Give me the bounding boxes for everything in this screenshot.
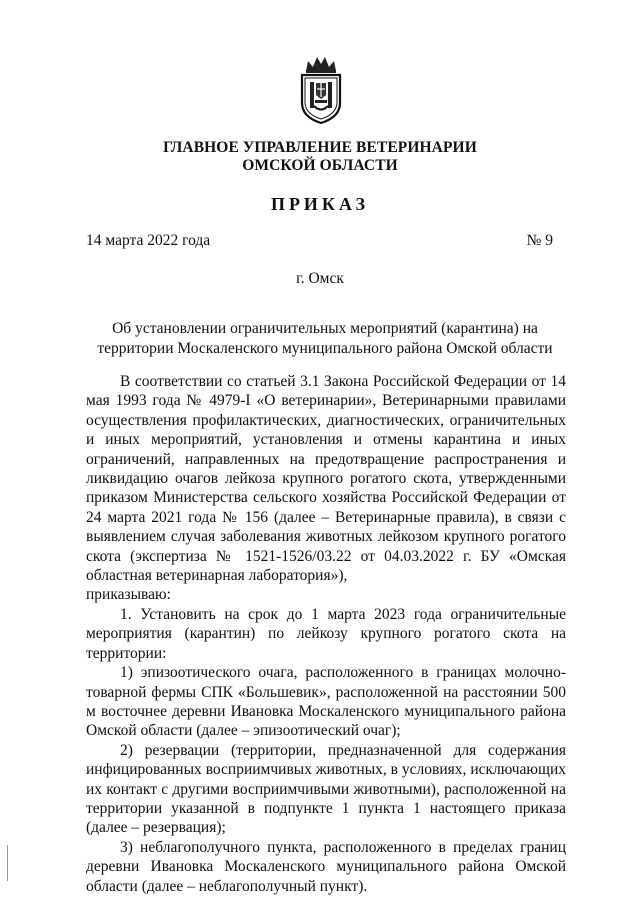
document-number: № 9 — [526, 232, 553, 249]
subitem-3-paragraph: 3) неблагополучного пункта, расположенного в пределах границ деревни Ивановка Москаленского муниципального района Омской области (далее – неблагополучный пункт). — [86, 838, 566, 895]
document-subject: Об установлении ограничительных мероприятий (карантина) на территории Москаленского муниципального района Омской области — [97, 320, 553, 357]
order-word: приказываю: — [86, 586, 171, 604]
document-city: г. Омск — [296, 270, 344, 287]
scan-margin-mark — [7, 845, 8, 881]
subitem-1-paragraph: 1) эпизоотического очага, расположенного в границах молочно-товарной фермы СПК «Большевик», расположенной на расстоянии 500 м восточнее деревни Ивановка Москаленского муниципального района Омской области (далее – эпизоотический очаг); — [86, 664, 566, 740]
organization-name-line1: ГЛАВНОЕ УПРАВЛЕНИЕ ВЕТЕРИНАРИИ — [163, 139, 477, 156]
document-date: 14 марта 2022 года — [86, 232, 211, 249]
coat-of-arms-icon — [296, 53, 346, 125]
document-type-title: ПРИКАЗ — [270, 194, 370, 214]
document-body — [86, 372, 566, 896]
organization-name-line2: ОМСКОЙ ОБЛАСТИ — [242, 157, 398, 174]
preamble-paragraph: В соответствии со статьей 3.1 Закона Российской Федерации от 14 мая 1993 года № 4979-I «О ветеринарии», Ветеринарными правилами осуществления профилактических, диагностических, ограничительных и иных мероприятий, установления и отмены карантина и иных ограничений, направленных на предотвращение распространения и ликвидацию очагов лейкоза крупного рогатого скота, утвержденными приказом Министерства сельского хозяйства Российской Федерации от 24 марта 2021 года № 156 (далее – Ветеринарные правила), в связи с выявлением случая заболевания животных лейкозом крупного рогатого скота (экспертиза № 1521-1526/03.22 от 04.03.2022 г. БУ «Омская областная ветеринарная лаборатория»), — [86, 373, 566, 585]
item-1-paragraph: 1. Установить на срок до 1 марта 2023 года ограничительные мероприятия (карантин) по лейкозу крупного рогатого скота на территории: — [86, 605, 566, 662]
subitem-2-paragraph: 2) резервации (территории, предназначенной для содержания инфицированных восприимчивых животных, в условиях, исключающих их контакт с другими восприимчивыми животными), расположенной на территории указанной в подпункте 1 пункта 1 настоящего приказа (далее – резервация); — [86, 741, 566, 837]
